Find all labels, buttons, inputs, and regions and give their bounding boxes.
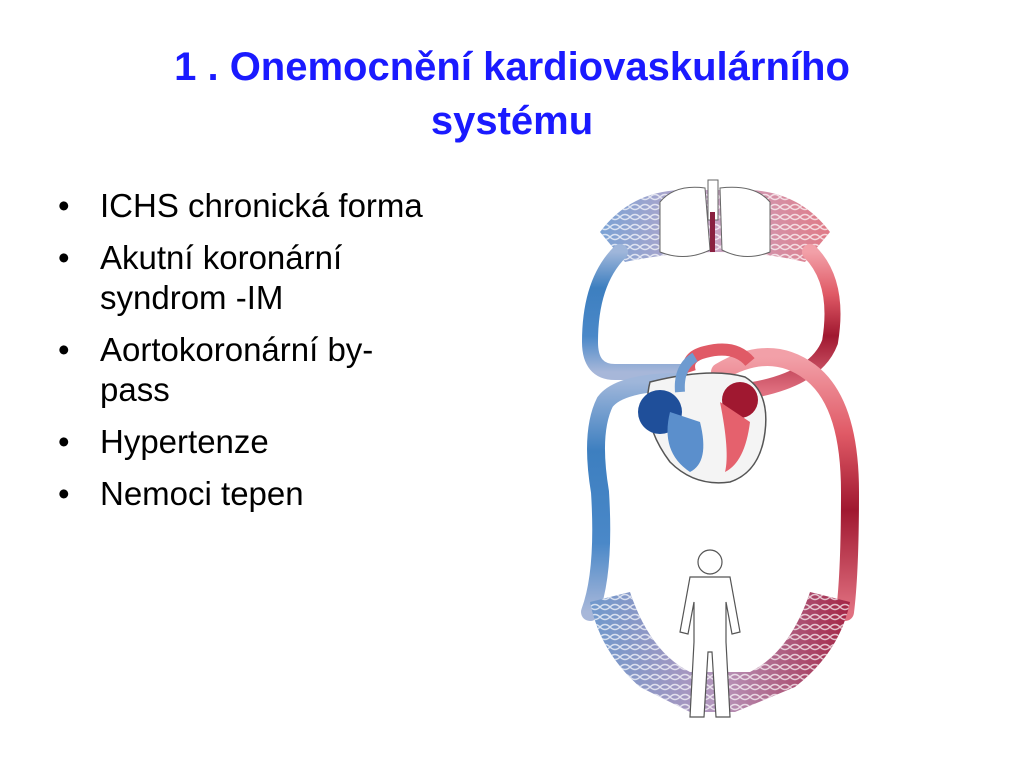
title-line-2: systému — [430, 99, 594, 143]
bullet-list — [58, 186, 508, 526]
bullet-text: Aortokoronární by- — [100, 331, 374, 368]
bullet-marker: • — [58, 187, 70, 224]
bullet-text: ICHS chronická forma — [100, 187, 423, 224]
title-line-1: 1 . Onemocnění kardiovaskulárního — [174, 45, 850, 89]
bullet-text-continuation: syndrom -IM — [100, 279, 284, 316]
bullet-marker: • — [58, 475, 70, 512]
lungs-capillary-bed — [600, 180, 830, 262]
bullet-text-continuation: pass — [100, 371, 170, 408]
bullet-marker: • — [58, 331, 70, 368]
bullet-item — [58, 474, 508, 514]
bullet-item — [58, 330, 508, 410]
bullet-text: Hypertenze — [100, 423, 269, 460]
bullet-item — [58, 422, 508, 462]
bullet-text: Nemoci tepen — [100, 475, 304, 512]
circulation-diagram-icon — [560, 172, 870, 730]
bullet-text: Akutní koronární — [100, 239, 343, 276]
bullet-item — [58, 186, 508, 226]
bullet-item — [58, 238, 508, 318]
bullet-marker: • — [58, 423, 70, 460]
slide-title — [60, 40, 964, 148]
bullet-marker: • — [58, 239, 70, 276]
